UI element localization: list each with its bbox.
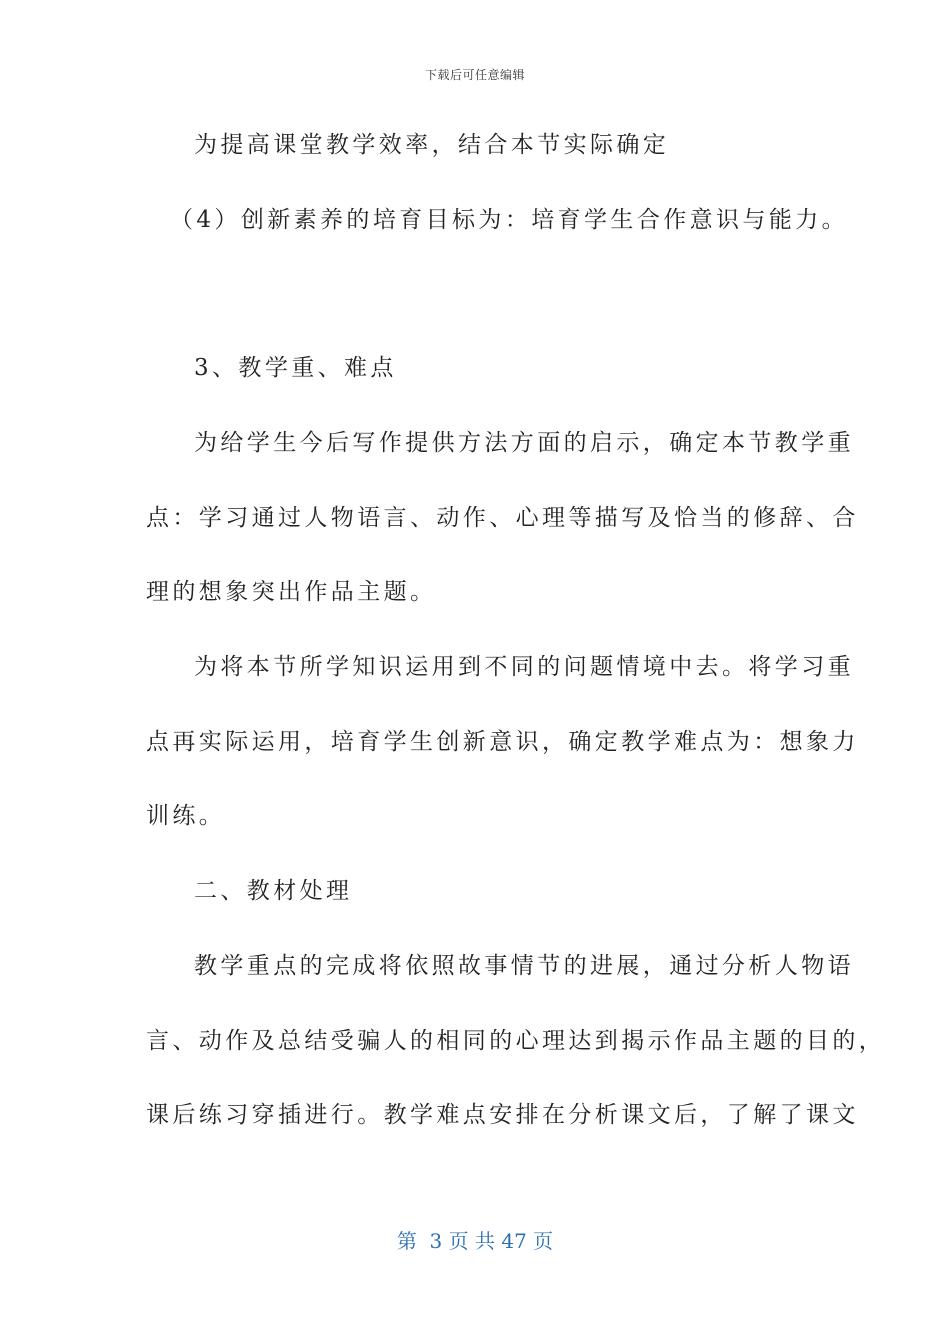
body-line: 为给学生今后写作提供方法方面的启示，确定本节教学重 bbox=[194, 430, 854, 456]
page-number: 第 3 页 共 47 页 bbox=[396, 1229, 554, 1253]
body-line: （4）创新素养的培育目标为：培育学生合作意识与能力。 bbox=[170, 207, 849, 233]
body-line: 理的想象突出作品主题。 bbox=[146, 579, 437, 605]
body-line: 课后练习穿插进行。教学难点安排在分析课文后，了解了课文 bbox=[146, 1102, 859, 1128]
body-line: 点再实际运用，培育学生创新意识，确定教学难点为：想象力 bbox=[146, 729, 859, 755]
body-line: 为将本节所学知识运用到不同的问题情境中去。将学习重 bbox=[194, 654, 854, 680]
section-heading: 3、教学重、难点 bbox=[194, 355, 397, 381]
section-heading: 二、教材处理 bbox=[194, 878, 353, 904]
page-header: 下载后可任意编辑 bbox=[424, 68, 525, 82]
body-line: 教学重点的完成将依照故事情节的进展，通过分析人物语 bbox=[194, 953, 854, 979]
body-line: 点：学习通过人物语言、动作、心理等描写及恰当的修辞、合 bbox=[146, 505, 859, 531]
body-line: 言、动作及总结受骗人的相同的心理达到揭示作品主题的目的， bbox=[146, 1028, 886, 1054]
body-line: 训练。 bbox=[146, 803, 226, 829]
body-line: 为提高课堂教学效率，结合本节实际确定 bbox=[194, 132, 670, 158]
